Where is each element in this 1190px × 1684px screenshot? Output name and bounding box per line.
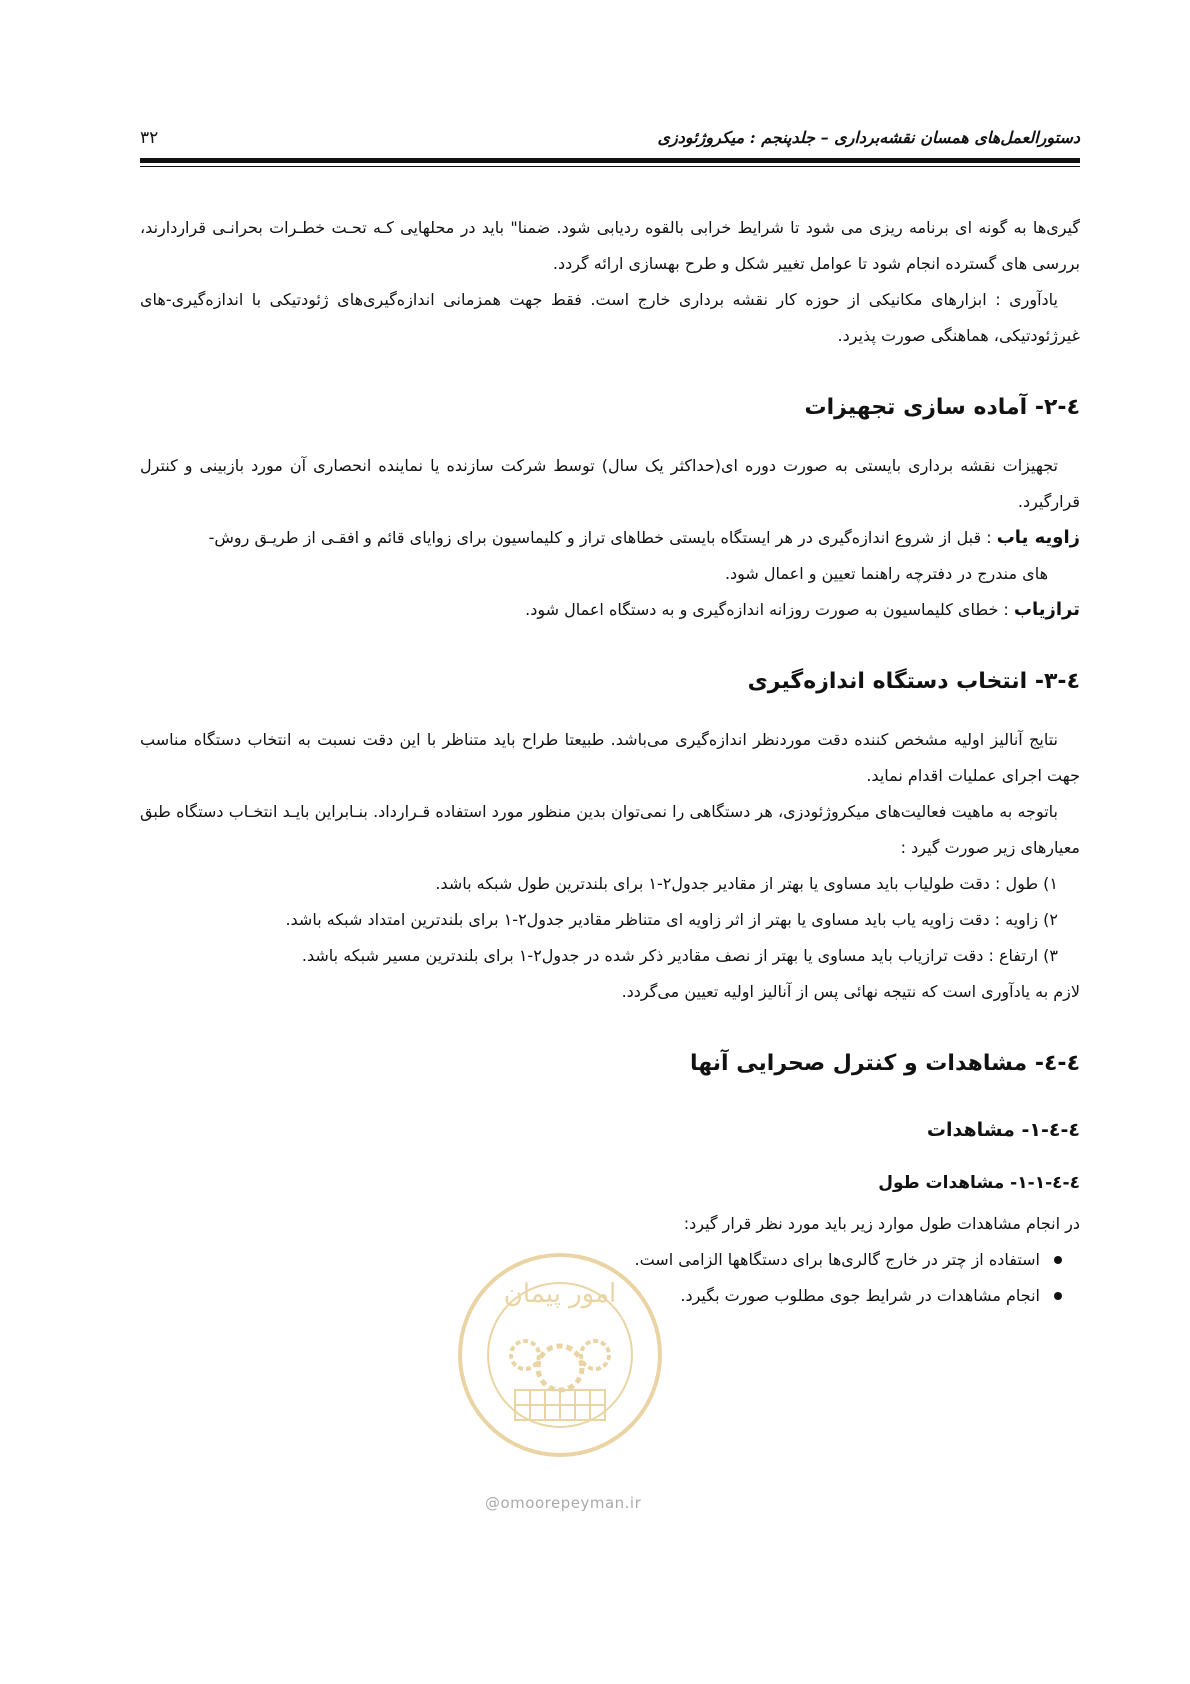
header-rule-thin xyxy=(140,166,1080,167)
level-item xyxy=(140,592,1080,628)
page-content xyxy=(140,210,1080,1314)
level-text: : خطای کلیماسیون به صورت روزانه اندازه‌گیری و به دستگاه اعمال شود. xyxy=(525,600,1014,619)
theodolite-item-continued: های مندرج در دفترچه راهنما تعیین و اعمال شود. xyxy=(724,564,1048,583)
section-heading-4-4-1-1: ٤-٤-١-١- مشاهدات طول xyxy=(878,1173,1080,1193)
section-heading-4-2: ٤-٢- آماده سازی تجهیزات xyxy=(804,395,1080,420)
header-rule-thick xyxy=(140,158,1080,163)
level-label: ترازیاب xyxy=(1013,599,1080,620)
bullet-item: استفاده از چتر در خارج گالری‌ها برای دستگاهها الزامی است. xyxy=(140,1242,1040,1278)
bullet-dot xyxy=(1054,1256,1062,1264)
watermark-url: @omoorepeyman.ir xyxy=(485,1494,642,1512)
theodolite-item xyxy=(140,520,1080,556)
svg-text:امور پیمان: امور پیمان xyxy=(503,1279,617,1309)
section-4-3-paragraph-2: باتوجه به ماهیت فعالیت‌های میکروژئودزی، هر دستگاهی را نمی‌توان بدین منظور مورد استفاده قـرارداد. بنـابراین بایـد انتخـاب دستگاه طبق معیارهای زیر صورت گیرد : xyxy=(140,802,1080,857)
theodolite-text: : قبل از شروع اندازه‌گیری در هر ایستگاه بایستی خطاهای تراز و کلیماسیون برای زوایای قائم و افقـی از طریـق روش- xyxy=(208,528,997,547)
bullet-dot xyxy=(1054,1292,1062,1300)
section-4-3-note: لازم به یادآوری است که نتیجه نهائی پس از آنالیز اولیه تعیین می‌گردد. xyxy=(621,982,1080,1001)
header-title: دستورالعمل‌های همسان نقشه‌برداری – جلدپنجم : میکروژئودزی xyxy=(657,128,1080,147)
criteria-item: ٣) ارتفاع : دقت ترازیاب باید مساوی یا بهتر از نصف مقادیر ذکر شده در جدول٢-١ برای بلندترین مسیر شبکه باشد. xyxy=(301,946,1058,965)
length-observations-intro: در انجام مشاهدات طول موارد زیر باید مورد نظر قرار گیرد: xyxy=(683,1214,1080,1233)
section-heading-4-4-1: ٤-٤-١- مشاهدات xyxy=(926,1119,1080,1141)
theodolite-label: زاویه یاب xyxy=(996,527,1080,548)
criteria-item: ٢) زاویه : دقت زاویه یاب باید مساوی یا بهتر از اثر زاویه ای متناظر مقادیر جدول٢-١ برای بلندترین امتداد شبکه باشد. xyxy=(285,910,1058,929)
intro-paragraph-1: گیری‌ها به گونه ای برنامه ریزی می شود تا شرایط خرابی بالقوه ردیابی شود. ضمنا" باید در محلهایی کـه تحـت خطـرات بحرانـی قراردارند، بررسی های گسترده انجام شود تا عوامل تغییر شکل و طرح بهسازی ارائه گردد. xyxy=(140,218,1080,273)
section-4-3-paragraph-1: نتایج آنالیز اولیه مشخص کننده دقت موردنظر اندازه‌گیری می‌باشد. طبیعتا طراح باید متناظر با این دقت نسبت به انتخاب دستگاه مناسب جهت اجرای عملیات اقدام نماید. xyxy=(140,730,1080,785)
watermark-logo xyxy=(455,1250,665,1460)
section-4-2-paragraph: تجهیزات نقشه برداری بایستی به صورت دوره ای(حداکثر یک سال) توسط شرکت سازنده یا نماینده انحصاری آن مورد بازبینی و کنترل قرارگیرد. xyxy=(140,456,1080,511)
section-heading-4-4: ٤-٤- مشاهدات و کنترل صحرایی آنها xyxy=(690,1051,1080,1076)
bullet-item: انجام مشاهدات در شرایط جوی مطلوب صورت بگیرد. xyxy=(140,1278,1040,1314)
criteria-item: ١) طول : دقت طولیاب باید مساوی یا بهتر از مقادیر جدول٢-١ برای بلندترین طول شبکه باشد. xyxy=(435,874,1058,893)
section-heading-4-3: ٤-٣- انتخاب دستگاه اندازه‌گیری xyxy=(747,669,1080,694)
criteria-list xyxy=(140,866,1080,974)
page-number: ۳۲ xyxy=(140,128,159,148)
intro-paragraph-2: یادآوری : ابزارهای مکانیکی از حوزه کار نقشه برداری خارج است. فقط جهت همزمانی اندازه‌گیری‌های ژئودتیکی با اندازه‌گیری-های غیرژئودتیکی، هماهنگی صورت پذیرد. xyxy=(140,290,1080,345)
page-header xyxy=(140,120,1080,160)
